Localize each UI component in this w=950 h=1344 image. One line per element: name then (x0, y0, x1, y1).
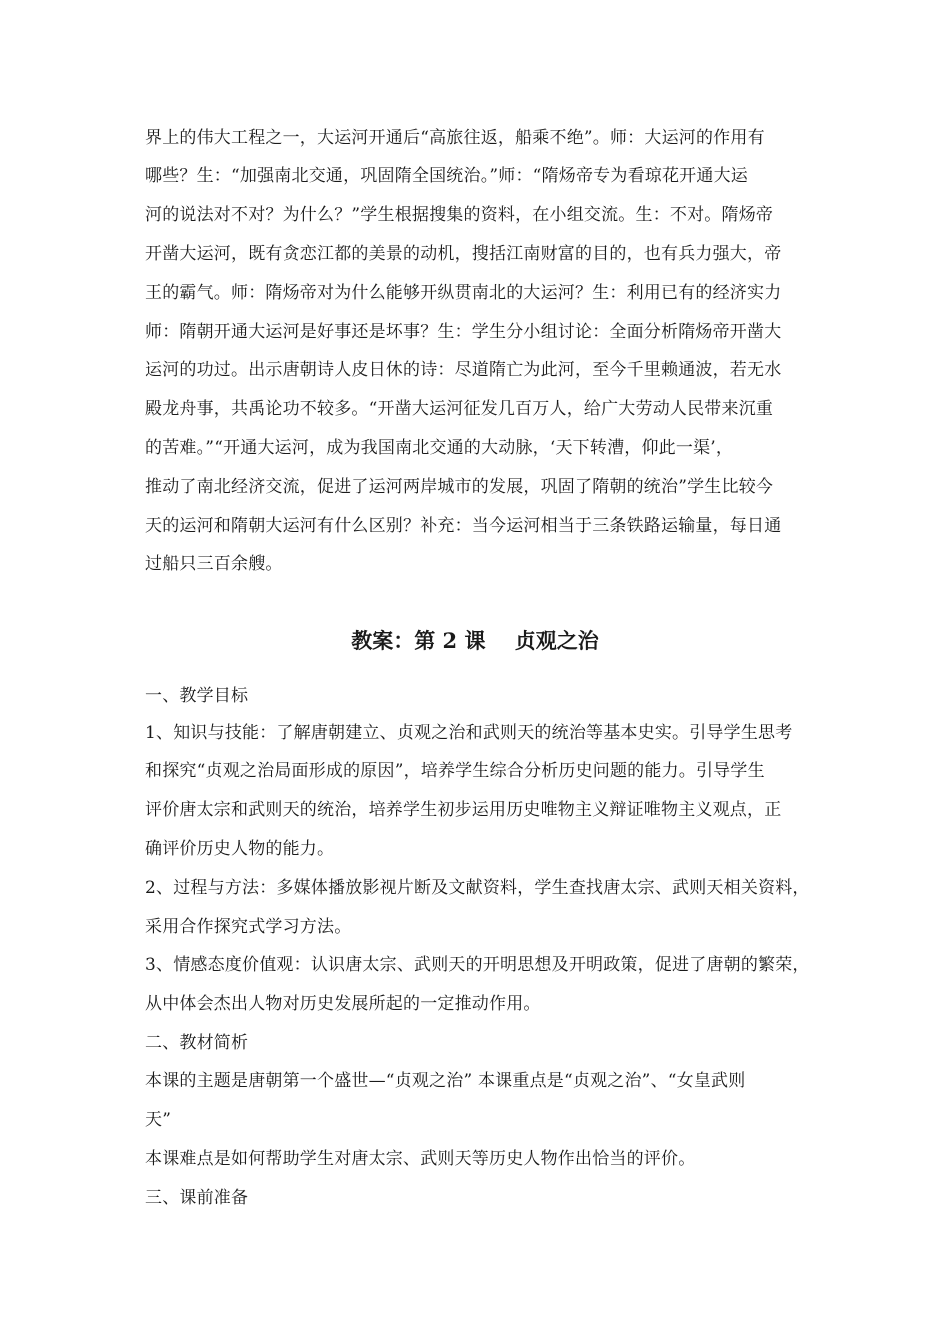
text-line: 确评价历史人物的能力。 (145, 839, 335, 859)
lesson-title: 教案：第 2 课 贞观之治 (351, 628, 599, 653)
section-heading: 二、教材简析 (145, 1033, 249, 1053)
text-line: 过船只三百余艘。 (145, 554, 283, 574)
text-line: 师：隋朝开通大运河是好事还是坏事？生：学生分小组讨论：全面分析隋炀帝开凿大 (145, 322, 782, 342)
text-line: 采用合作探究式学习方法。 (145, 917, 352, 937)
text-line: 天” (145, 1110, 172, 1130)
text-line: 殿龙舟事，共禹论功不较多。“开凿大运河征发几百万人，给广大劳动人民带来沉重 (145, 399, 774, 419)
text-line: 开凿大运河，既有贪恋江都的美景的动机，搜括江南财富的目的，也有兵力强大，帝 (145, 244, 782, 264)
text-line: 运河的功过。出示唐朝诗人皮日休的诗：尽道隋亡为此河，至今千里赖通波，若无水 (145, 360, 782, 380)
text-line: 2、过程与方法：多媒体播放影视片断及文献资料，学生查找唐太宗、武则天相关资料， (145, 878, 810, 898)
text-line: 1、知识与技能：了解唐朝建立、贞观之治和武则天的统治等基本史实。引导学生思考 (145, 723, 793, 743)
text-line: 本课难点是如何帮助学生对唐太宗、武则天等历史人物作出恰当的评价。 (145, 1149, 696, 1169)
text-line: 天的运河和隋朝大运河有什么区别？补充：当今运河相当于三条铁路运输量，每日通 (145, 516, 782, 536)
text-line: 哪些？生：“加强南北交通，巩固隋全国统治。”师：“隋炀帝专为看琼花开通大运 (145, 166, 748, 186)
text-line: 界上的伟大工程之一，大运河开通后“高旅往返，船乘不绝”。师：大运河的作用有 (145, 128, 765, 148)
text-line: 本课的主题是唐朝第一个盛世—“贞观之治” 本课重点是“贞观之治”、“女皇武则 (145, 1071, 746, 1091)
text-line: 评价唐太宗和武则天的统治，培养学生初步运用历史唯物主义辩证唯物主义观点，正 (145, 800, 782, 820)
text-line: 河的说法对不对？为什么？”学生根据搜集的资料，在小组交流。生：不对。隋炀帝 (145, 205, 774, 225)
text-line: 王的霸气。师：隋炀帝对为什么能够开纵贯南北的大运河？生：利用已有的经济实力 (145, 283, 782, 303)
text-line: 推动了南北经济交流，促进了运河两岸城市的发展，巩固了隋朝的统治”学生比较今 (145, 477, 774, 497)
text-line: 3、情感态度价值观：认识唐太宗、武则天的开明思想及开明政策，促进了唐朝的繁荣， (145, 955, 810, 975)
text-line: 从中体会杰出人物对历史发展所起的一定推动作用。 (145, 994, 541, 1014)
text-line: 的苦难。”“开通大运河，成为我国南北交通的大动脉，‘天下转漕，仰此一渠’， (145, 438, 734, 458)
text-line: 和探究“贞观之治局面形成的原因”，培养学生综合分析历史问题的能力。引导学生 (145, 761, 765, 781)
section-heading: 一、教学目标 (145, 686, 249, 706)
section-heading: 三、课前准备 (145, 1188, 249, 1208)
